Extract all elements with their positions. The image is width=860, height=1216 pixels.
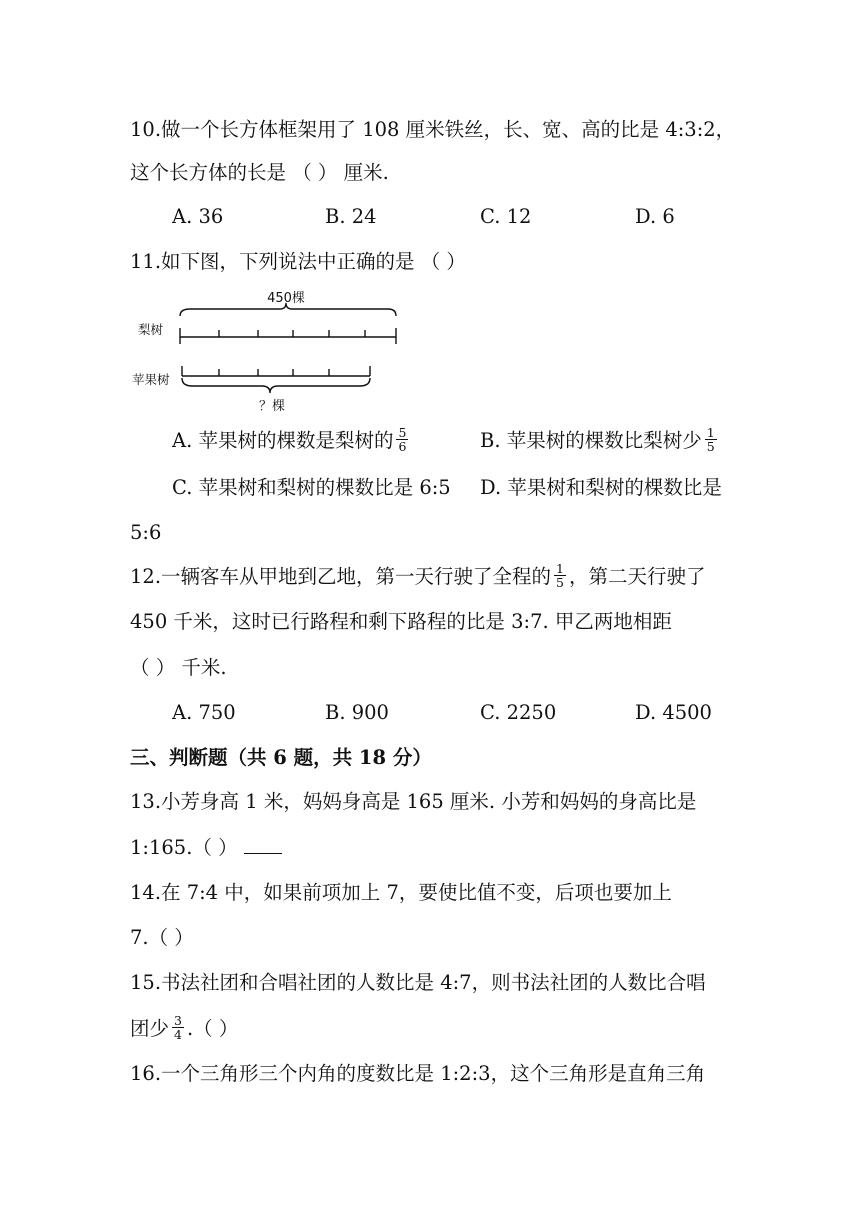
q12-line3: （ ） 千米. — [130, 656, 227, 679]
q12-fraction — [554, 562, 566, 589]
apple-ticks — [182, 366, 370, 376]
pear-label: 梨树 — [138, 322, 164, 337]
q12-line1-b: ，第二天行驶了 — [568, 565, 706, 588]
answer-blank[interactable] — [244, 835, 282, 854]
q12-option-d: D. 4500 — [635, 701, 712, 724]
section-heading: 三、判断题（共 6 题，共 18 分） — [130, 746, 432, 769]
q12-option-b: B. 900 — [325, 701, 389, 724]
q11-stem: 11.如下图，下列说法中正确的是 （ ） — [130, 250, 466, 273]
q13-line2-text: 1:165.（ ） — [130, 836, 238, 859]
apple-label: 苹果树 — [132, 372, 170, 387]
q12-option-a: A. 750 — [172, 701, 236, 724]
q11-option-d: D. 苹果树和梨树的棵数比是 — [480, 476, 722, 499]
q10-option-a: A. 36 — [172, 205, 224, 228]
fraction-numerator: 1 — [556, 561, 564, 576]
q15-fraction — [172, 1014, 184, 1041]
fraction-denominator: 4 — [174, 1027, 182, 1042]
q11-option-b-fraction — [705, 426, 717, 453]
q14-line2: 7.（ ） — [130, 926, 194, 949]
fraction-numerator: 3 — [174, 1013, 182, 1028]
q11-option-a-fraction — [396, 426, 408, 453]
q12-line1 — [130, 563, 705, 591]
q10-option-c: C. 12 — [480, 205, 532, 228]
q15-line2 — [130, 1015, 238, 1043]
bottom-brace — [182, 378, 370, 393]
tree-segment-diagram — [130, 286, 410, 416]
fraction-denominator: 6 — [398, 439, 407, 454]
q12-line1-a: 12.一辆客车从甲地到乙地，第一天行驶了全程的 — [130, 565, 552, 588]
q14-line1: 14.在 7:4 中，如果前项加上 7，要使比值不变，后项也要加上 — [130, 881, 672, 904]
q15-line1: 15.书法社团和合唱社团的人数比是 4:7，则书法社团的人数比合唱 — [130, 971, 706, 994]
fraction-denominator: 5 — [706, 439, 715, 454]
q16-line1: 16.一个三角形三个内角的度数比是 1:2:3，这个三角形是直角三角 — [130, 1062, 706, 1085]
q10-option-d: D. 6 — [635, 205, 675, 228]
q11-option-b — [480, 427, 720, 455]
fraction-numerator: 1 — [706, 425, 715, 440]
top-total-label: 450棵 — [267, 291, 305, 306]
q10-line1: 10.做一个长方体框架用了 108 厘米铁丝，长、宽、高的比是 4:3:2， — [130, 118, 736, 141]
q11-option-b-text: B. 苹果树的棵数比梨树少 — [480, 429, 702, 452]
q11-option-a-text: A. 苹果树的棵数是梨树的 — [172, 429, 394, 452]
bottom-total-label: ？棵 — [258, 399, 286, 414]
fraction-numerator: 5 — [398, 425, 407, 440]
q10-option-b: B. 24 — [325, 205, 377, 228]
q13-line2 — [130, 834, 282, 862]
q10-line2: 这个长方体的长是 （ ） 厘米. — [130, 161, 389, 184]
q11-option-a — [172, 427, 411, 455]
pear-ticks — [180, 328, 396, 344]
q11-option-c: C. 苹果树和梨树的棵数比是 6:5 — [172, 476, 451, 499]
q12-option-c: C. 2250 — [480, 701, 557, 724]
q15-line2-a: 团少 — [130, 1017, 170, 1040]
q13-line1: 13.小芳身高 1 米，妈妈身高是 165 厘米. 小芳和妈妈的身高比是 — [130, 790, 697, 813]
q11-option-d-cont: 5:6 — [130, 521, 162, 544]
fraction-denominator: 5 — [556, 575, 564, 590]
q15-line2-b: .（ ） — [186, 1017, 239, 1040]
q12-line2: 450 千米，这时已行路程和剩下路程的比是 3:7. 甲乙两地相距 — [130, 610, 672, 633]
